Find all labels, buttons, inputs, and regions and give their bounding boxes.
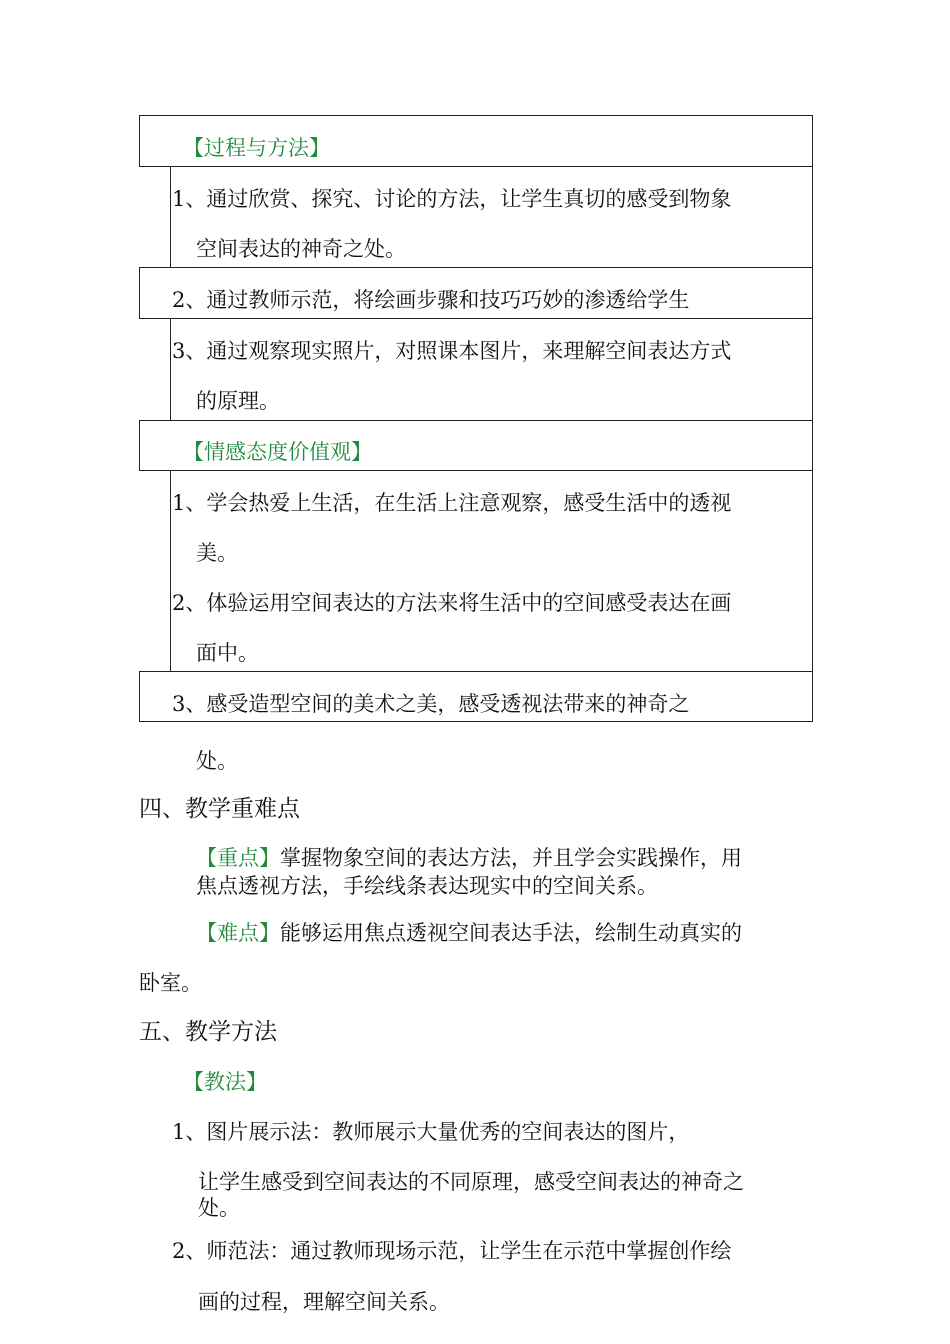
- method2-line1: 2、师范法：通过教师现场示范，让学生在示范中掌握创作绘: [172, 1239, 732, 1263]
- key-point-label: 【重点】: [196, 846, 280, 870]
- emotion-item2-line2: 面中。: [196, 641, 259, 665]
- process-heading: 【过程与方法】: [183, 136, 330, 160]
- process-item1-line1: 1、通过欣赏、探究、讨论的方法，让学生真切的感受到物象: [172, 187, 732, 211]
- section5-title: 五、教学方法: [139, 1019, 277, 1045]
- method1-line2: 让学生感受到空间表达的不同原理，感受空间表达的神奇之: [198, 1170, 744, 1194]
- method1-line1: 1、图片展示法：教师展示大量优秀的空间表达的图片，: [172, 1120, 690, 1144]
- teach-method-label: 【教法】: [183, 1070, 267, 1094]
- emotion-heading: 【情感态度价值观】: [183, 440, 372, 464]
- difficult-point-text: 能够运用焦点透视空间表达手法，绘制生动真实的: [280, 921, 742, 945]
- section4-title: 四、教学重难点: [139, 796, 300, 822]
- key-point-line1: [196, 843, 742, 873]
- process-item2: 2、通过教师示范，将绘画步骤和技巧巧妙的渗透给学生: [172, 288, 690, 312]
- difficult-point-label: 【难点】: [196, 921, 280, 945]
- key-point-line2: 焦点透视方法，手绘线条表达现实中的空间关系。: [196, 874, 658, 898]
- key-point-text: 掌握物象空间的表达方法，并且学会实践操作，用: [280, 846, 742, 870]
- difficult-point-line1: [196, 918, 742, 948]
- method1-line3: 处。: [198, 1196, 240, 1220]
- emotion-item1-line1: 1、学会热爱上生活，在生活上注意观察，感受生活中的透视: [172, 491, 732, 515]
- difficult-point-line2: 卧室。: [139, 971, 202, 995]
- emotion-item3-line2: 处。: [196, 749, 238, 773]
- method2-line2: 画的过程，理解空间关系。: [198, 1290, 450, 1314]
- emotion-item3-line1: 3、感受造型空间的美术之美，感受透视法带来的神奇之: [172, 692, 690, 716]
- process-item3-line1: 3、通过观察现实照片，对照课本图片，来理解空间表达方式: [172, 339, 732, 363]
- process-item1-line2: 空间表达的神奇之处。: [196, 237, 406, 261]
- emotion-item2-line1: 2、体验运用空间表达的方法来将生活中的空间感受表达在画: [172, 591, 732, 615]
- process-item3-line2: 的原理。: [196, 389, 280, 413]
- emotion-item1-line2: 美。: [196, 541, 238, 565]
